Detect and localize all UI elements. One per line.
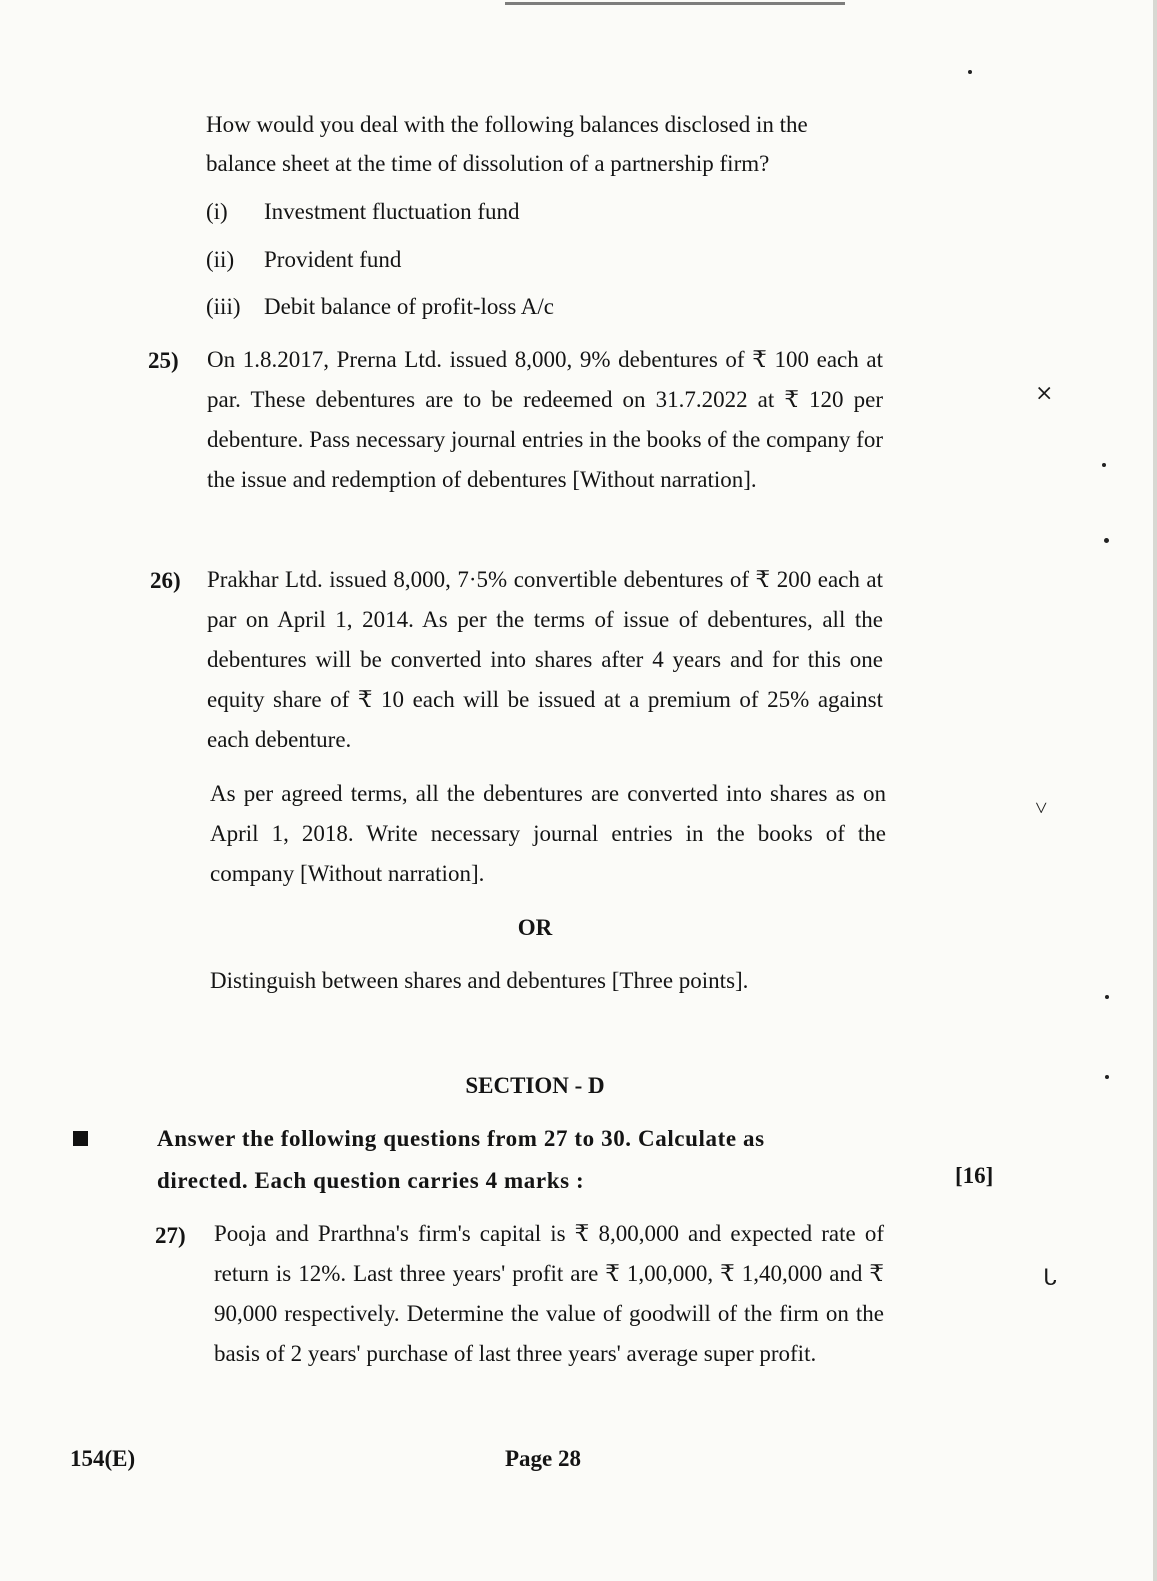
question-26-number: 26) <box>150 568 181 593</box>
question-27-text: Pooja and Prarthna's firm's capital is ₹ 8,00,000 and expected rate of return is 12%. Last three years' profit are ₹ 1,00,000, ₹ 1,40,000 and ₹ 90,000 respectively. Determine the value of goodwill of the firm on the basis of 2 years' purchase of last three years' average super profit. <box>214 1221 884 1366</box>
top-border-line <box>505 2 845 5</box>
intro-item-num-2: (ii) <box>206 247 235 272</box>
question-26-text: Prakhar Ltd. issued 8,000, 7·5% convertible debentures of ₹ 200 each at par on April 1, 2014. As per the terms of issue of debentures, all the debentures will be converted into shares after 4 years and for this one equity share of ₹ 10 each will be issued at a premium of 25% against each debenture. <box>207 567 883 752</box>
section-instructions <box>157 1118 887 1202</box>
scan-mark-icon: ᒐ <box>1043 1265 1057 1290</box>
question-26-text-2: As per agreed terms, all the debentures are converted into shares as on April 1, 2018. Write necessary journal entries in the books of the company [Without narration]. <box>210 781 886 886</box>
intro-item-num-1: (i) <box>206 199 228 224</box>
scan-speck <box>1105 1075 1109 1079</box>
question-26-alternative: Distinguish between shares and debentures [Three points]. <box>210 968 749 993</box>
scan-speck <box>1105 995 1109 999</box>
question-25-text: On 1.8.2017, Prerna Ltd. issued 8,000, 9% debentures of ₹ 100 each at par. These debentures are to be redeemed on 31.7.2022 at ₹ 120 per debenture. Pass necessary journal entries in the books of the company for the issue and redemption of debentures [Without narration]. <box>207 347 883 492</box>
page-edge-shadow <box>1153 0 1157 1581</box>
scan-speck <box>1104 538 1109 543</box>
or-separator: OR <box>517 915 553 940</box>
question-25-number: 25) <box>148 348 179 373</box>
question-27-number: 27) <box>155 1223 186 1248</box>
intro-item-text-1: Investment fluctuation fund <box>264 199 520 224</box>
scan-mark-icon: ⨯ <box>1035 380 1054 405</box>
intro-item-num-3: (iii) <box>206 294 241 319</box>
section-marks: [16] <box>955 1163 994 1188</box>
intro-line-1: How would you deal with the following balances disclosed in the <box>206 112 808 137</box>
section-title: SECTION - D <box>465 1073 605 1098</box>
scan-speck <box>1102 463 1106 467</box>
scan-mark-icon: ˅ <box>1035 795 1048 820</box>
instruction-line-2: directed. Each question carries 4 marks : <box>157 1168 585 1193</box>
intro-item-text-2: Provident fund <box>264 247 402 272</box>
intro-item-text-3: Debit balance of profit-loss A/c <box>264 294 554 319</box>
intro-line-2: balance sheet at the time of dissolution of a partnership firm? <box>206 151 770 176</box>
instruction-line-1: Answer the following questions from 27 to 30. Calculate as <box>157 1126 765 1151</box>
page-number: Page 28 <box>505 1446 582 1471</box>
scan-speck <box>968 70 972 74</box>
square-bullet-icon <box>73 1131 88 1146</box>
paper-code: 154(E) <box>70 1446 136 1471</box>
